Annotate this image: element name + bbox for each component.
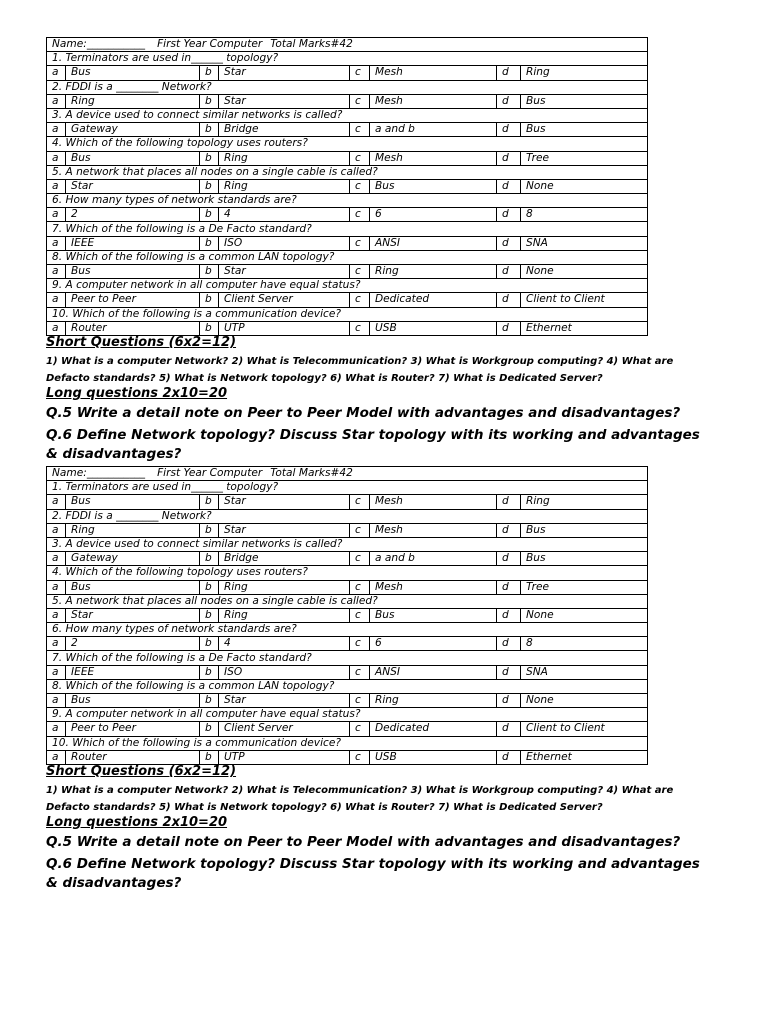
question-text: 1. Terminators are used in______ topology?: [47, 52, 648, 66]
question-text: 4. Which of the following topology uses routers?: [47, 566, 648, 580]
option-letter: a: [47, 580, 66, 594]
option-letter: c: [350, 66, 370, 80]
option-text: UTP: [219, 750, 350, 764]
option-text: ANSI: [370, 236, 497, 250]
option-text: Star: [219, 66, 350, 80]
option-letter: a: [47, 694, 66, 708]
question-row: [47, 708, 648, 722]
option-letter: a: [47, 750, 66, 764]
option-letter: a: [47, 722, 66, 736]
option-text: Star: [66, 179, 200, 193]
options-row: [47, 637, 648, 651]
class-label: First Year Computer: [157, 38, 263, 51]
total-marks-label: Total Marks#42: [270, 38, 353, 51]
options-row: [47, 236, 648, 250]
option-letter: c: [350, 552, 370, 566]
option-text: Bus: [66, 495, 200, 509]
option-letter: b: [200, 608, 219, 622]
option-text: Bus: [66, 694, 200, 708]
options-row: [47, 552, 648, 566]
option-text: Ring: [219, 151, 350, 165]
question-row: [47, 736, 648, 750]
option-text: Ring: [219, 179, 350, 193]
option-text: Ring: [370, 265, 497, 279]
option-text: None: [521, 608, 648, 622]
option-text: Bus: [66, 151, 200, 165]
option-text: UTP: [219, 321, 350, 335]
question-text: 8. Which of the following is a common LAN topology?: [47, 250, 648, 264]
option-letter: b: [200, 321, 219, 335]
option-text: Router: [66, 750, 200, 764]
question-text: 10. Which of the following is a communication device?: [47, 307, 648, 321]
option-text: 4: [219, 208, 350, 222]
question-row: [47, 509, 648, 523]
question-text: 5. A network that places all nodes on a single cable is called?: [47, 165, 648, 179]
question-row: [47, 52, 648, 66]
option-text: Dedicated: [370, 293, 497, 307]
option-letter: d: [497, 665, 521, 679]
option-letter: d: [497, 123, 521, 137]
option-text: Star: [66, 608, 200, 622]
option-letter: b: [200, 293, 219, 307]
option-letter: b: [200, 580, 219, 594]
option-text: Star: [219, 265, 350, 279]
option-letter: b: [200, 66, 219, 80]
option-letter: c: [350, 179, 370, 193]
option-text: Bus: [370, 179, 497, 193]
options-row: [47, 66, 648, 80]
option-text: 4: [219, 637, 350, 651]
option-letter: b: [200, 179, 219, 193]
long-question-6: Q.6 Define Network topology? Discuss Star topology with its working and advantages & disadvantages?: [46, 427, 700, 462]
question-row: [47, 108, 648, 122]
question-text: 5. A network that places all nodes on a single cable is called?: [47, 594, 648, 608]
option-text: Ring: [219, 580, 350, 594]
option-letter: c: [350, 123, 370, 137]
option-letter: b: [200, 523, 219, 537]
question-text: 2. FDDI is a ________ Network?: [47, 509, 648, 523]
option-text: Bus: [370, 608, 497, 622]
mcq-table: [46, 466, 648, 765]
option-text: Ring: [370, 694, 497, 708]
paper-header: [47, 467, 648, 481]
option-letter: c: [350, 495, 370, 509]
option-letter: b: [200, 694, 219, 708]
options-row: [47, 665, 648, 679]
name-label: Name:___________: [52, 38, 146, 51]
option-text: Mesh: [370, 66, 497, 80]
option-text: 2: [66, 637, 200, 651]
option-text: None: [521, 179, 648, 193]
option-letter: a: [47, 552, 66, 566]
question-row: [47, 623, 648, 637]
option-text: Peer to Peer: [66, 722, 200, 736]
option-letter: b: [200, 208, 219, 222]
option-text: Ring: [66, 523, 200, 537]
question-row: [47, 250, 648, 264]
option-letter: c: [350, 637, 370, 651]
option-text: Bridge: [219, 552, 350, 566]
option-text: Gateway: [66, 552, 200, 566]
option-letter: a: [47, 523, 66, 537]
option-text: Tree: [521, 151, 648, 165]
options-row: [47, 265, 648, 279]
option-letter: a: [47, 608, 66, 622]
option-letter: b: [200, 236, 219, 250]
options-row: [47, 123, 648, 137]
mcq-table: [46, 37, 648, 336]
option-text: Ethernet: [521, 750, 648, 764]
options-row: [47, 179, 648, 193]
question-row: [47, 481, 648, 495]
option-letter: d: [497, 637, 521, 651]
option-text: Mesh: [370, 523, 497, 537]
option-letter: c: [350, 208, 370, 222]
option-text: Bus: [521, 523, 648, 537]
question-text: 8. Which of the following is a common LAN topology?: [47, 679, 648, 693]
option-letter: b: [200, 637, 219, 651]
question-row: [47, 651, 648, 665]
option-text: Dedicated: [370, 722, 497, 736]
option-text: None: [521, 265, 648, 279]
question-row: [47, 594, 648, 608]
header-row: [47, 467, 648, 481]
option-letter: d: [497, 236, 521, 250]
option-letter: c: [350, 236, 370, 250]
option-text: Client Server: [219, 293, 350, 307]
option-letter: d: [497, 523, 521, 537]
question-row: [47, 165, 648, 179]
option-letter: d: [497, 265, 521, 279]
option-text: 2: [66, 208, 200, 222]
short-questions-text: 1) What is a computer Network? 2) What is Telecommunication? 3) What is Workgroup computing? 4) What are Defacto standards? 5) What is Network topology? 6) What is Router? 7) What is Dedicated Server?: [46, 356, 674, 384]
option-text: None: [521, 694, 648, 708]
option-letter: d: [497, 608, 521, 622]
question-text: 7. Which of the following is a De Facto standard?: [47, 651, 648, 665]
option-text: SNA: [521, 236, 648, 250]
option-letter: c: [350, 608, 370, 622]
option-text: Ring: [521, 495, 648, 509]
option-text: ISO: [219, 665, 350, 679]
option-letter: c: [350, 665, 370, 679]
option-letter: a: [47, 293, 66, 307]
option-text: Ethernet: [521, 321, 648, 335]
option-letter: d: [497, 151, 521, 165]
option-letter: c: [350, 94, 370, 108]
option-text: a and b: [370, 123, 497, 137]
option-text: Gateway: [66, 123, 200, 137]
option-letter: d: [497, 580, 521, 594]
option-letter: b: [200, 665, 219, 679]
class-label: First Year Computer: [157, 467, 263, 480]
options-row: [47, 694, 648, 708]
long-question-6: Q.6 Define Network topology? Discuss Star topology with its working and advantages & disadvantages?: [46, 856, 700, 891]
question-row: [47, 307, 648, 321]
option-letter: d: [497, 552, 521, 566]
option-letter: c: [350, 265, 370, 279]
option-letter: b: [200, 265, 219, 279]
question-text: 10. Which of the following is a communication device?: [47, 736, 648, 750]
option-text: Bus: [66, 265, 200, 279]
option-text: Mesh: [370, 495, 497, 509]
short-questions-text: 1) What is a computer Network? 2) What is Telecommunication? 3) What is Workgroup computing? 4) What are Defacto standards? 5) What is Network topology? 6) What is Router? 7) What is Dedicated Server?: [46, 785, 674, 813]
option-letter: a: [47, 94, 66, 108]
option-text: USB: [370, 321, 497, 335]
option-text: 8: [521, 208, 648, 222]
option-letter: d: [497, 495, 521, 509]
option-letter: d: [497, 321, 521, 335]
short-questions-heading: Short Questions (6x2=12): [46, 335, 237, 350]
question-row: [47, 537, 648, 551]
option-text: IEEE: [66, 665, 200, 679]
option-text: Bus: [521, 123, 648, 137]
option-letter: a: [47, 151, 66, 165]
options-row: [47, 608, 648, 622]
option-text: Client to Client: [521, 722, 648, 736]
option-letter: a: [47, 66, 66, 80]
option-letter: b: [200, 722, 219, 736]
option-letter: c: [350, 523, 370, 537]
option-text: Star: [219, 694, 350, 708]
option-letter: c: [350, 151, 370, 165]
option-text: ANSI: [370, 665, 497, 679]
question-text: 7. Which of the following is a De Facto standard?: [47, 222, 648, 236]
options-row: [47, 495, 648, 509]
option-letter: c: [350, 580, 370, 594]
short-questions-heading: Short Questions (6x2=12): [46, 764, 237, 779]
question-text: 3. A device used to connect similar networks is called?: [47, 537, 648, 551]
option-letter: b: [200, 151, 219, 165]
option-letter: a: [47, 208, 66, 222]
question-text: 3. A device used to connect similar networks is called?: [47, 108, 648, 122]
option-letter: a: [47, 637, 66, 651]
option-letter: c: [350, 750, 370, 764]
option-letter: d: [497, 722, 521, 736]
option-letter: b: [200, 750, 219, 764]
option-letter: b: [200, 552, 219, 566]
long-questions-heading: Long questions 2x10=20: [46, 815, 228, 830]
question-row: [47, 137, 648, 151]
option-letter: a: [47, 321, 66, 335]
option-letter: c: [350, 293, 370, 307]
option-letter: a: [47, 495, 66, 509]
option-letter: d: [497, 208, 521, 222]
question-row: [47, 80, 648, 94]
option-letter: a: [47, 236, 66, 250]
paper-header: [47, 38, 648, 52]
option-text: Client to Client: [521, 293, 648, 307]
question-row: [47, 194, 648, 208]
question-text: 9. A computer network in all computer have equal status?: [47, 279, 648, 293]
question-row: [47, 222, 648, 236]
option-text: SNA: [521, 665, 648, 679]
question-row: [47, 566, 648, 580]
question-text: 9. A computer network in all computer have equal status?: [47, 708, 648, 722]
option-text: Bridge: [219, 123, 350, 137]
option-text: Ring: [219, 608, 350, 622]
option-text: Star: [219, 94, 350, 108]
option-letter: d: [497, 66, 521, 80]
option-letter: b: [200, 495, 219, 509]
option-letter: c: [350, 722, 370, 736]
option-letter: d: [497, 94, 521, 108]
option-text: Peer to Peer: [66, 293, 200, 307]
option-text: Bus: [521, 552, 648, 566]
option-text: Mesh: [370, 151, 497, 165]
option-text: USB: [370, 750, 497, 764]
question-text: 4. Which of the following topology uses routers?: [47, 137, 648, 151]
options-row: [47, 580, 648, 594]
option-text: Router: [66, 321, 200, 335]
option-text: Bus: [66, 580, 200, 594]
option-text: ISO: [219, 236, 350, 250]
options-row: [47, 750, 648, 764]
option-text: 8: [521, 637, 648, 651]
option-text: Star: [219, 523, 350, 537]
option-text: 6: [370, 208, 497, 222]
option-text: Star: [219, 495, 350, 509]
option-text: Mesh: [370, 94, 497, 108]
long-questions-heading: Long questions 2x10=20: [46, 386, 228, 401]
option-letter: d: [497, 694, 521, 708]
options-row: [47, 523, 648, 537]
option-text: Ring: [66, 94, 200, 108]
option-text: Mesh: [370, 580, 497, 594]
option-text: Bus: [521, 94, 648, 108]
options-row: [47, 293, 648, 307]
options-row: [47, 208, 648, 222]
options-row: [47, 151, 648, 165]
option-letter: c: [350, 694, 370, 708]
long-question-5: Q.5 Write a detail note on Peer to Peer Model with advantages and disadvantages?: [46, 405, 681, 421]
total-marks-label: Total Marks#42: [270, 467, 353, 480]
option-text: Ring: [521, 66, 648, 80]
options-row: [47, 722, 648, 736]
question-row: [47, 279, 648, 293]
options-row: [47, 94, 648, 108]
option-text: Client Server: [219, 722, 350, 736]
name-label: Name:___________: [52, 467, 146, 480]
option-text: a and b: [370, 552, 497, 566]
option-letter: a: [47, 123, 66, 137]
option-letter: d: [497, 750, 521, 764]
option-text: Tree: [521, 580, 648, 594]
question-text: 1. Terminators are used in______ topology?: [47, 481, 648, 495]
option-letter: a: [47, 265, 66, 279]
option-text: Bus: [66, 66, 200, 80]
question-row: [47, 679, 648, 693]
long-question-5: Q.5 Write a detail note on Peer to Peer Model with advantages and disadvantages?: [46, 834, 681, 850]
option-letter: a: [47, 665, 66, 679]
option-letter: d: [497, 293, 521, 307]
option-letter: c: [350, 321, 370, 335]
question-text: 6. How many types of network standards are?: [47, 623, 648, 637]
question-text: 6. How many types of network standards are?: [47, 194, 648, 208]
option-letter: a: [47, 179, 66, 193]
question-text: 2. FDDI is a ________ Network?: [47, 80, 648, 94]
options-row: [47, 321, 648, 335]
option-letter: b: [200, 123, 219, 137]
option-letter: b: [200, 94, 219, 108]
option-letter: d: [497, 179, 521, 193]
option-text: 6: [370, 637, 497, 651]
option-text: IEEE: [66, 236, 200, 250]
header-row: [47, 38, 648, 52]
